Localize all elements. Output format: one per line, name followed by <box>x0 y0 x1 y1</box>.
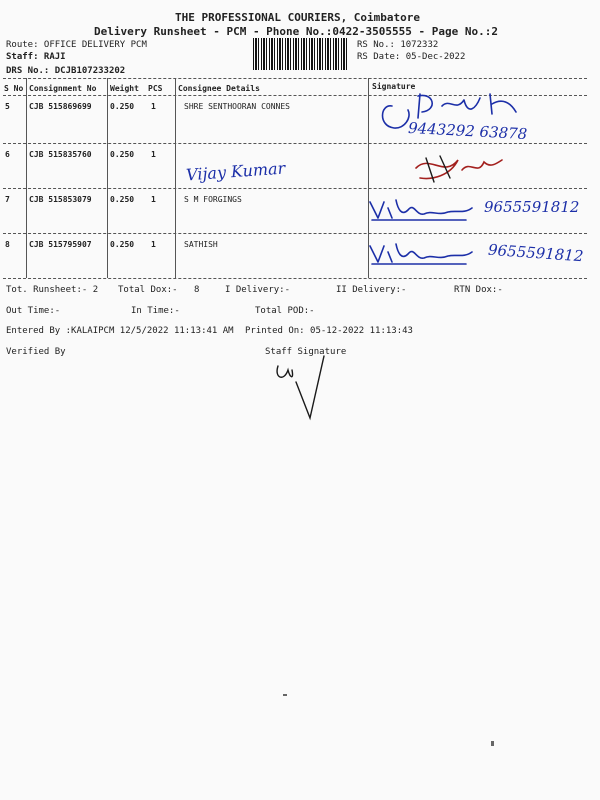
out-time-label: Out Time:- <box>6 306 61 316</box>
staff-label: Staff: RAJI <box>6 52 66 62</box>
header-signature: Signature <box>372 82 416 91</box>
row-consignee: S M FORGINGS <box>184 195 242 204</box>
total-dox-value: 8 <box>194 285 200 295</box>
scan-speck <box>491 741 494 746</box>
header-consignment: Consignment No <box>29 84 97 93</box>
header-sno: S No <box>4 84 24 93</box>
entered-by: Entered By :KALAIPCM 12/5/2022 11:13:41 AM <box>6 326 234 336</box>
row-weight: 0.250 <box>110 102 135 111</box>
scan-speck <box>283 694 287 696</box>
row-sno: 6 <box>5 150 10 159</box>
column-rule <box>175 78 176 278</box>
row-pcs: 1 <box>151 240 156 249</box>
row6-name-handwriting: Vijay Kumar <box>185 158 286 185</box>
drs-number: DRS No.: DCJB107233202 <box>6 66 126 76</box>
verified-by-label: Verified By <box>6 347 66 357</box>
row-consignee: SHRE SENTHOORAN CONNES <box>184 102 290 111</box>
header-consignee: Consignee Details <box>178 84 260 93</box>
staff-signature-label: Staff Signature <box>265 347 347 357</box>
rtn-dox-label: RTN Dox:- <box>454 285 503 295</box>
table-top-rule <box>3 78 587 79</box>
row7-signature <box>368 196 478 224</box>
company-title: THE PROFESSIONAL COURIERS, Coimbatore <box>175 11 421 24</box>
table-bottom-rule <box>3 278 587 279</box>
row8-phone-handwriting: 9655591812 <box>487 240 584 266</box>
row-pcs: 1 <box>151 102 156 111</box>
i-delivery-label: I Delivery:- <box>225 285 291 295</box>
total-pod-label: Total POD:- <box>255 306 315 316</box>
row-sno: 8 <box>5 240 10 249</box>
row-weight: 0.250 <box>110 150 135 159</box>
rs-date: RS Date: 05-Dec-2022 <box>357 52 466 62</box>
runsheet-title: Delivery Runsheet - PCM - Phone No.:0422-3505555 - Page No.:2 <box>94 25 498 38</box>
row-sno: 5 <box>5 102 10 111</box>
column-rule <box>107 78 108 278</box>
ii-delivery-label: II Delivery:- <box>336 285 407 295</box>
rs-number: RS No.: 1072332 <box>357 40 439 50</box>
row7-phone-handwriting: 9655591812 <box>484 198 580 216</box>
in-time-label: In Time:- <box>131 306 180 316</box>
row-consignment: CJB 515835760 <box>29 150 92 159</box>
row-pcs: 1 <box>151 150 156 159</box>
row-sno: 7 <box>5 195 10 204</box>
route-label: Route: OFFICE DELIVERY PCM <box>6 40 147 50</box>
row-weight: 0.250 <box>110 240 135 249</box>
barcode-image <box>253 38 348 70</box>
header-weight: Weight <box>110 84 139 93</box>
row-consignee: SATHISH <box>184 240 218 249</box>
row5-phone-handwriting: 9443292 63878 <box>407 118 528 144</box>
staff-signature-mark <box>268 352 332 422</box>
row-consignment: CJB 515795907 <box>29 240 92 249</box>
row-divider <box>3 233 587 234</box>
row6-signature <box>410 148 510 188</box>
header-pcs: PCS <box>148 84 163 93</box>
row-weight: 0.250 <box>110 195 135 204</box>
total-dox-label: Total Dox:- <box>118 285 178 295</box>
column-rule <box>26 78 27 278</box>
printed-on: Printed On: 05-12-2022 11:13:43 <box>245 326 413 336</box>
row-pcs: 1 <box>151 195 156 204</box>
row-consignment: CJB 515853079 <box>29 195 92 204</box>
row-divider <box>3 188 587 189</box>
total-runsheet: Tot. Runsheet:- 2 <box>6 285 99 295</box>
row-consignment: CJB 515869699 <box>29 102 92 111</box>
row8-signature <box>368 238 478 268</box>
